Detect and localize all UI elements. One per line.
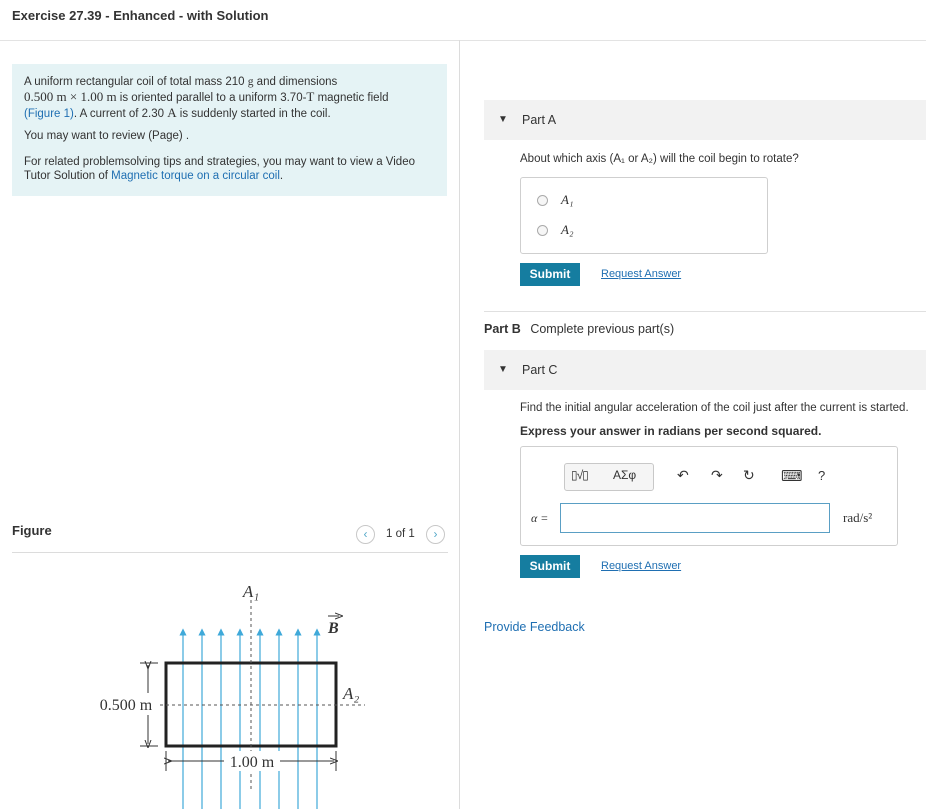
redo-icon[interactable]: ↷ [711,467,723,483]
unit-label: rad/s² [843,510,873,525]
undo-icon[interactable]: ↶ [677,467,689,483]
chevron-right-icon: › [433,527,438,541]
radio-a2[interactable] [537,225,548,236]
part-b-label: Part B [484,322,521,336]
templates-icon[interactable]: ▯√▯ [571,468,588,482]
math-toolbar-group [564,463,654,491]
greek-letters-icon[interactable]: ΑΣφ [613,468,637,482]
part-a-submit-button[interactable]: Submit [520,263,580,286]
caret-down-icon: ▼ [498,364,508,375]
intro-line-2: 0.500 m × 1.00 m is oriented parallel to a uniform 3.70-T magnetic field [24,89,389,104]
caret-down-icon: ▼ [498,114,508,125]
tips-line-1: For related problemsolving tips and strategies, you may want to view a Video [24,156,415,168]
part-c-request-answer[interactable]: Request Answer [601,560,682,572]
part-c-question: Find the initial angular acceleration of the coil just after the current is started. [520,402,909,414]
field-label: B [328,620,339,637]
keyboard-icon[interactable]: ⌨ [781,468,803,485]
figure-counter: 1 of 1 [386,528,415,540]
intro-line-1: A uniform rectangular coil of total mass 210 g and dimensions [24,76,338,88]
figure-prev-button[interactable] [356,525,375,544]
figure-next-button[interactable] [426,525,445,544]
help-icon[interactable]: ? [818,468,826,483]
divider [484,311,926,312]
axis-a2-label: A₂ [343,684,360,703]
variable-label: α = [531,511,549,525]
axis-a1-label: A₁ [242,582,260,601]
provide-feedback-link[interactable]: Provide Feedback [484,620,585,634]
part-a-choices: A₁ A₂ [520,177,768,254]
part-c-title: Part C [522,363,558,377]
column-divider [459,40,460,809]
part-a-request-answer[interactable]: Request Answer [601,268,682,280]
figure-label: Figure [12,523,52,538]
intro-line-3: (Figure 1). A current of 2.30 A is suddenly started in the coil. [24,105,331,120]
chevron-left-icon: ‹ [363,527,368,541]
review-text: You may want to review (Page) . [24,130,190,142]
part-a-question: About which axis (A₁ or A₂) will the coil begin to rotate? [520,153,799,165]
part-b-status: Complete previous part(s) [530,322,675,336]
tips-line-2: Tutor Solution of Magnetic torque on a circular coil. [24,170,284,182]
part-a-header[interactable] [484,100,926,140]
answer-input[interactable] [560,503,830,533]
part-c-submit-button[interactable]: Submit [520,555,580,578]
width-label: 1.00 m [229,754,275,771]
reset-icon[interactable]: ↻ [743,467,755,483]
radio-a1[interactable] [537,195,548,206]
part-c-instruction: Express your answer in radians per second squared. [520,424,822,438]
part-a-title: Part A [522,113,557,127]
height-label: 0.500 m [99,697,153,714]
page-title: Exercise 27.39 - Enhanced - with Solution [12,8,269,23]
video-tutor-link[interactable]: Magnetic torque on a circular coil [111,170,280,182]
problem-intro [12,64,447,196]
page-header [0,0,926,41]
part-c-header[interactable] [484,350,926,390]
figure-link[interactable]: (Figure 1) [24,108,74,120]
answer-panel [520,446,898,546]
figure-header [12,520,448,553]
part-b-row [484,322,674,336]
coil-figure [80,575,380,809]
